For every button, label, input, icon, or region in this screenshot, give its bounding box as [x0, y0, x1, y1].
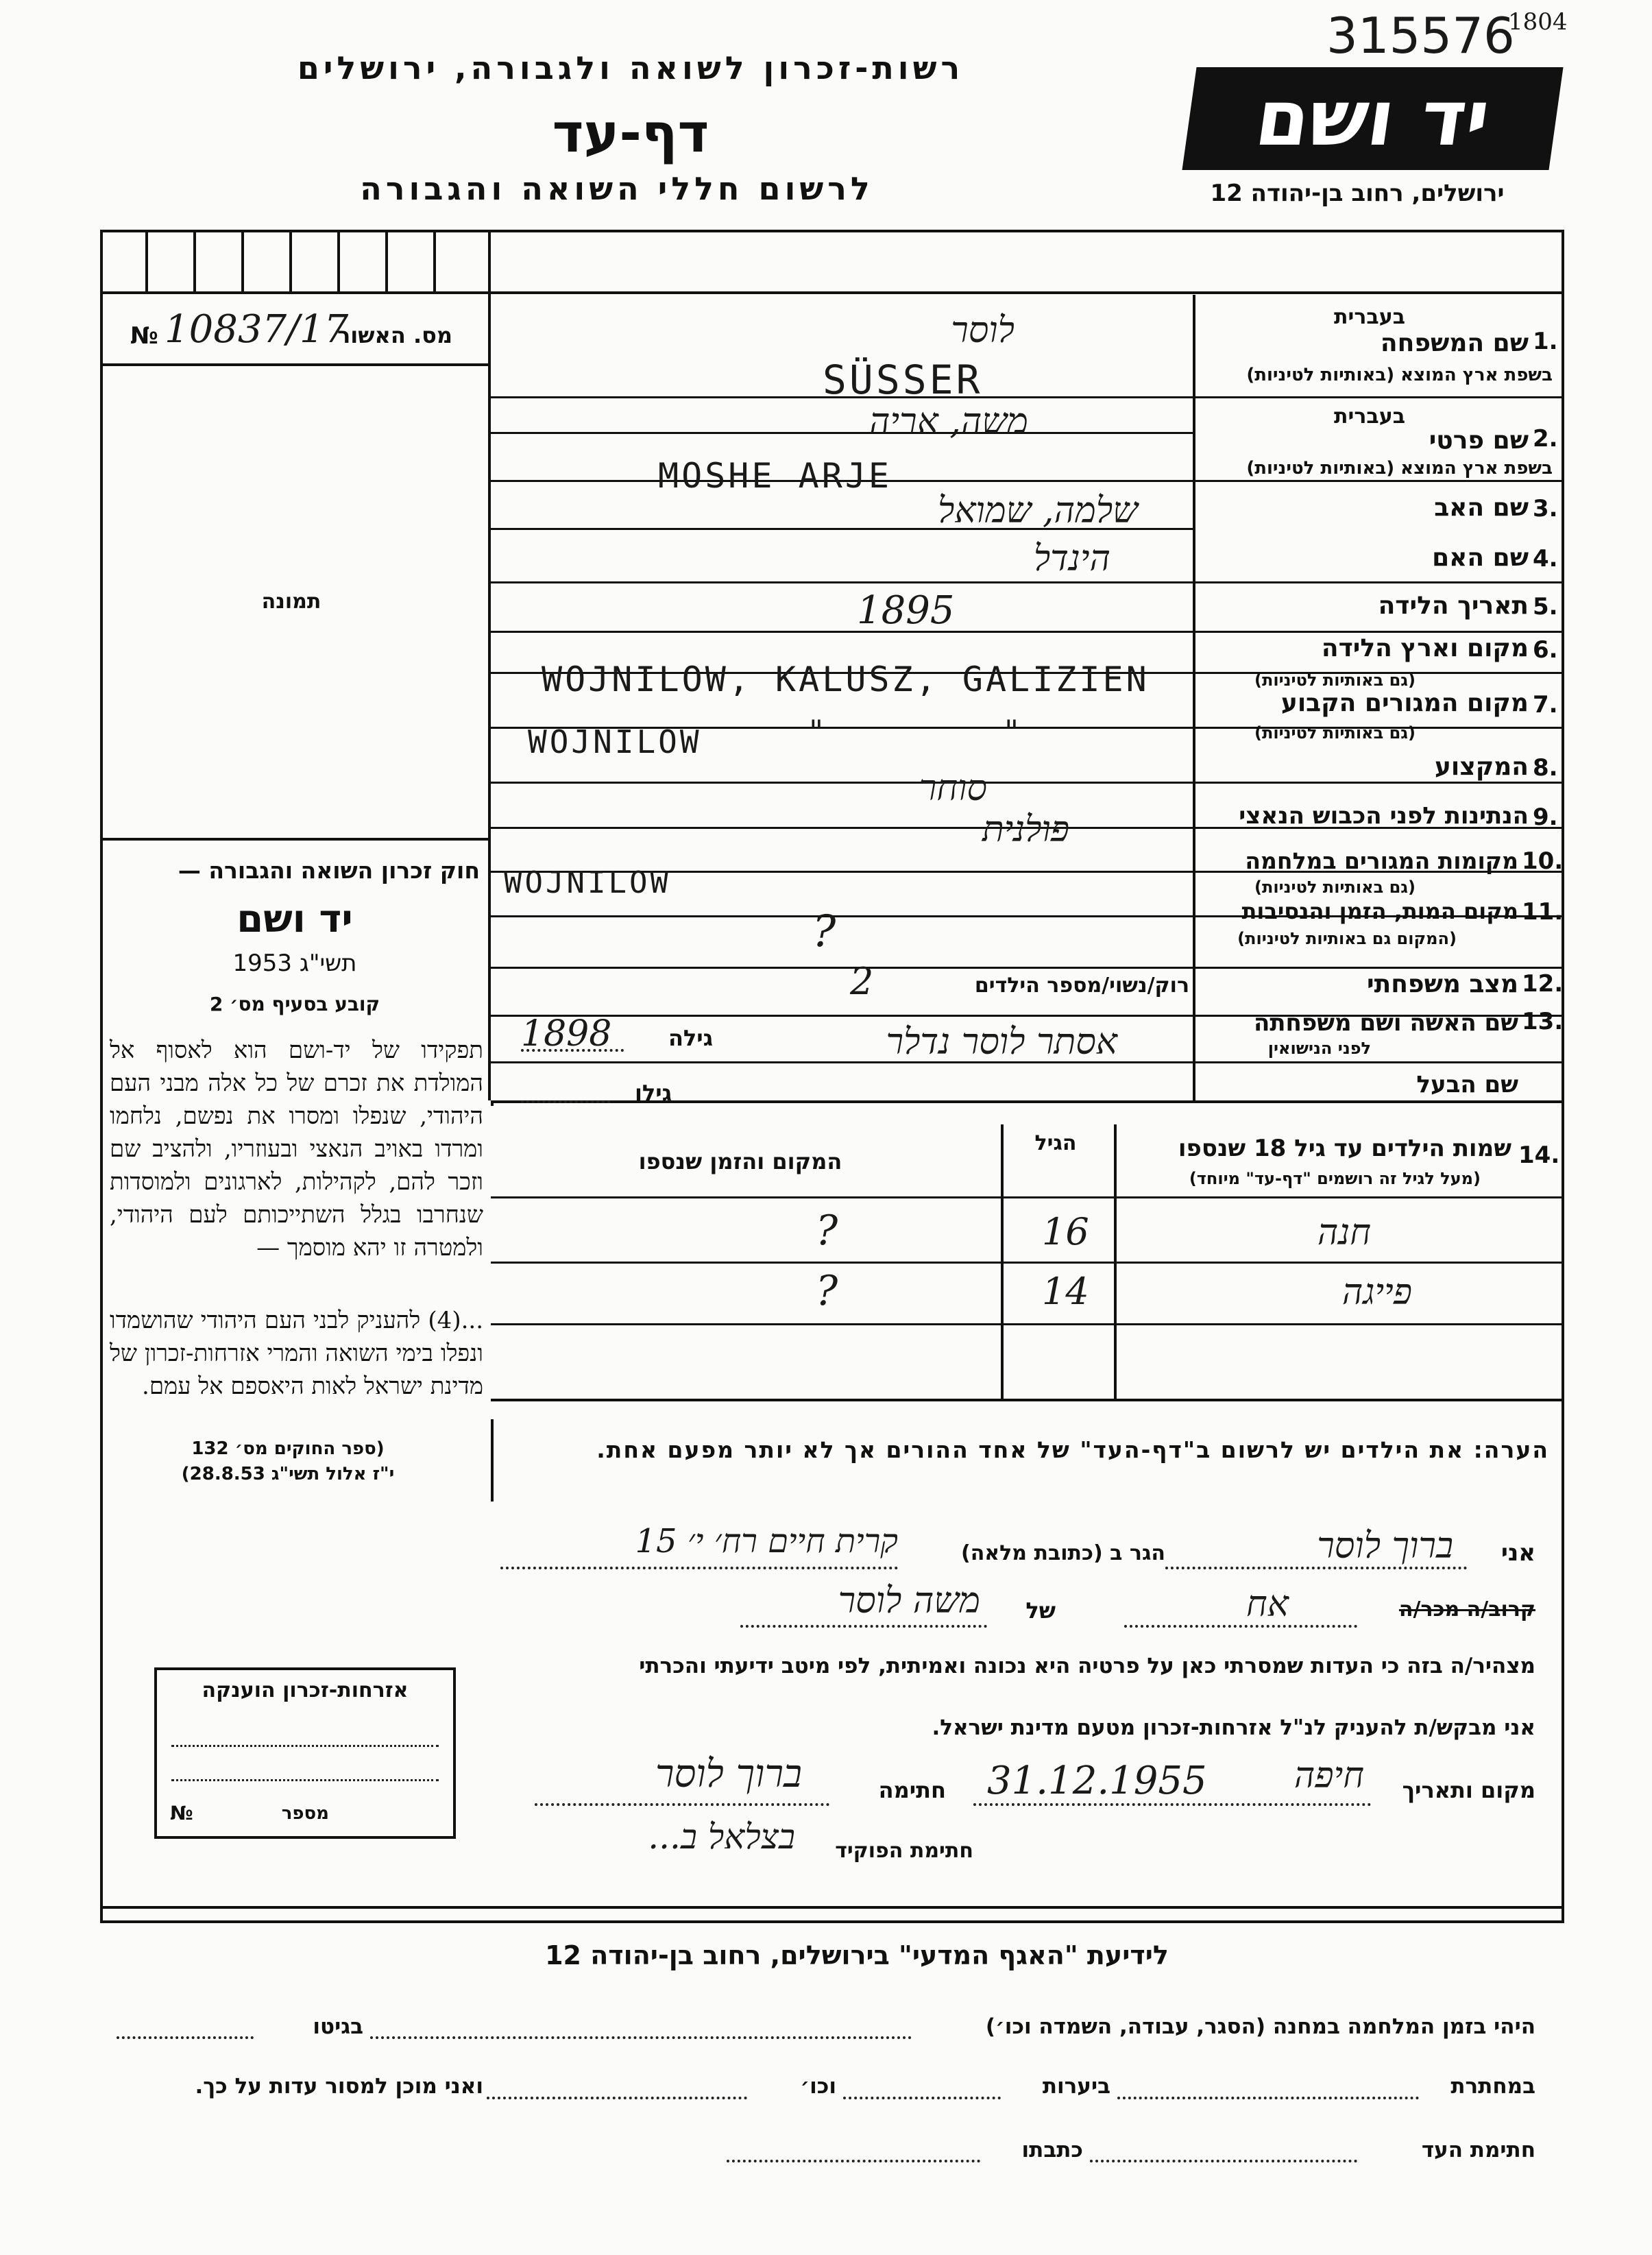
children-header: שמות הילדים עד גיל 18 שנספו: [1178, 1135, 1511, 1162]
field-10-sublabel: (גם באותיות לטיניות): [1254, 878, 1416, 897]
law-paragraph-2: ...(4) להעניק לבני העם היהודי שהושמדו ונפלו בימי השואה והמרי אזרחות-זכרון של מדינת ישראל לאות היאספם אל עמם.: [110, 1307, 483, 1400]
law-source-date: י"ז אלול תשי"ג 28.8.53): [181, 1464, 395, 1484]
law-clause: קובע בסעיף מס׳ 2: [209, 993, 380, 1015]
field-2-number: 2.: [1533, 425, 1558, 453]
wartime-residence: WOJNILOW: [504, 865, 671, 900]
age-column-header: הגיל: [1034, 1131, 1077, 1155]
decl-resides-label: הגר ב (כתובת מלאה): [960, 1541, 1165, 1565]
bottom-title: לידיעת "האגף המדעי" בירושלים, רחוב בן-יהודה 12: [545, 1940, 1169, 1970]
ditto-mark-2: ": [1004, 713, 1019, 750]
decl-line-3: מצהיר/ה בזה כי העדות שמסרתי כאן על פרטיה היא נכונה ואמיתית, לפי מיטב ידיעתי והכרתי: [639, 1654, 1535, 1678]
field-6-number: 6.: [1533, 636, 1558, 664]
husband-age-label: גילו: [634, 1080, 672, 1106]
death-place: ?: [812, 906, 836, 957]
place-date-label: מקום ותאריך: [1402, 1777, 1535, 1803]
yad-vashem-logo: יד ושם: [1182, 67, 1563, 170]
form-subtitle: לרשום חללי השואה והגבורה: [360, 170, 874, 207]
clerk-signature: בצלאל ב...: [648, 1817, 795, 1857]
law-source: (ספר החוקים מס׳ 132: [191, 1438, 385, 1459]
bottom-line-3b: כתבתו: [1021, 2138, 1083, 2162]
field-5-number: 5.: [1533, 593, 1558, 620]
receipt-number: 10837/17: [165, 307, 349, 352]
field-11-sublabel: (המקום גם באותיות לטיניות): [1237, 929, 1457, 948]
child-2-age: 14: [1042, 1270, 1089, 1313]
field-7-number: 7.: [1533, 691, 1558, 719]
birth-place: WOJNILOW, KALUSZ, GALIZIEN: [542, 660, 1150, 699]
field-1-label: שם המשפחה: [1380, 329, 1529, 357]
field-11-label: מקום המות, הזמן והנסיבות: [1241, 898, 1518, 924]
surname-latin: SÜSSER: [823, 357, 983, 403]
field-2-sublabel: בשפת ארץ המוצא (באותיות לטיניות): [1246, 458, 1553, 479]
field-6-sublabel: (גם באותיות לטיניות): [1254, 671, 1416, 690]
field-8-label: המקצוע: [1434, 753, 1529, 781]
field-3-number: 3.: [1533, 495, 1558, 522]
wife-age: 1898: [521, 1013, 612, 1054]
photo-label: תמונה: [261, 590, 321, 614]
field-2-hebrew-label: בעברית: [1334, 405, 1405, 429]
decl-relation-label: קרוב/ה מכר/ה: [1398, 1597, 1535, 1621]
witness-name: ברוך לוסר: [1317, 1526, 1453, 1567]
law-title: חוק זכרון השואה והגבורה —: [178, 857, 480, 884]
field-10-label: מקומות המגורים במלחמה: [1245, 847, 1518, 874]
field-13-number: 13.: [1522, 1008, 1564, 1035]
declaration-date: 31.12.1955: [987, 1759, 1207, 1803]
address: ירושלים, רחוב בן-יהודה 12: [1210, 180, 1505, 207]
mother-name: הינדל: [1033, 538, 1110, 579]
children-header-sub: (מעל לגיל זה רושמים "דף-עד" מיוחד): [1189, 1169, 1481, 1188]
archive-suffix: 1804: [1508, 8, 1568, 36]
signature-label: חתימה: [878, 1777, 946, 1803]
surname-hebrew: לוסר: [951, 310, 1015, 351]
field-9-number: 9.: [1533, 804, 1558, 831]
field-10-number: 10.: [1522, 847, 1564, 875]
field-7-sublabel: (גם באותיות לטיניות): [1254, 723, 1416, 743]
field-12-label: מצב משפחתי: [1367, 970, 1518, 998]
birth-date: 1895: [857, 588, 955, 633]
stamp-number-symbol: №: [170, 1802, 193, 1824]
bottom-line-2a: במחתרת: [1450, 2074, 1535, 2099]
first-name-hebrew: משה, אריה: [868, 401, 1028, 442]
relation-of: משה לוסר: [838, 1580, 980, 1621]
bottom-line-2c: וכו׳: [800, 2074, 836, 2099]
field-8-number: 8.: [1533, 754, 1558, 782]
field-5-label: תאריך הלידה: [1378, 592, 1529, 620]
decl-i-label: אני: [1501, 1539, 1535, 1567]
ditto-mark-1: ": [809, 713, 824, 750]
witness-signature: ברוך לוסר: [655, 1752, 802, 1796]
field-7-label: מקום המגורים הקבוע: [1280, 689, 1529, 717]
child-1-place: ?: [816, 1207, 838, 1255]
law-paragraph-1: תפקידו של יד-ושם הוא לאסוף אל המולדת את זכרם של כל אלה מבני העם היהודי, שנפלו ומסרו את נפשם, נלחמו ומרדו באויב הנאצי ובעוזריו, ולהציב שם וזכר להם, לקהילות, לארגונים ולמוסדות שנחרבו בגלל השתייכותם לעם היהודי, ולמטרה זו יהא מוסמך —: [110, 1037, 483, 1262]
number-of-children: 2: [850, 960, 874, 1003]
decl-line-4: אני מבקש/ת להעניק לנ"ל אזרחות-זכרון מטעם מדינת ישראל.: [932, 1715, 1535, 1740]
relation: אח: [1246, 1584, 1289, 1625]
bottom-line-2d: ואני מוכן למסור עדות על כך.: [195, 2074, 483, 2099]
place-column-header: המקום והזמן שנספו: [638, 1148, 842, 1174]
field-12-number: 12.: [1522, 970, 1564, 998]
institution-name: רשות-זכרון לשואה ולגבורה, ירושלים: [297, 49, 964, 86]
field-4-number: 4.: [1533, 545, 1558, 572]
field-6-label: מקום וארץ הלידה: [1321, 634, 1529, 662]
law-year: תשי"ג 1953: [232, 950, 357, 977]
field-9-label: הנתינות לפני הכבוש הנאצי: [1239, 802, 1529, 830]
child-2-place: ?: [816, 1267, 838, 1315]
bottom-line-1b: בגיטו: [313, 2014, 363, 2039]
field-13-label: שם האשה ושם משפחתה: [1253, 1009, 1518, 1037]
witness-address: קרית חיים רח׳ י׳ 15: [635, 1522, 898, 1560]
child-2-name: פייגה: [1341, 1272, 1412, 1313]
field-1-number: 1.: [1533, 328, 1558, 355]
field-2-label: שם פרטי: [1429, 426, 1529, 455]
husband-label: שם הבעל: [1416, 1071, 1518, 1098]
wife-name: אסתר לוסר נדלר: [886, 1022, 1117, 1063]
marital-status-inline-label: רוק/נשוי/מספר הילדים: [974, 974, 1189, 998]
stamp-number-label: מספר: [281, 1803, 329, 1824]
citizenship: פולנית: [982, 809, 1069, 850]
field-11-number: 11.: [1522, 898, 1564, 926]
first-name-latin: MOSHE ARJE: [658, 456, 892, 496]
permanent-residence: WOJNILOW: [528, 723, 702, 760]
field-4-label: שם האם: [1432, 544, 1529, 572]
child-1-name: חנה: [1317, 1212, 1371, 1253]
wife-age-label: גילה: [668, 1025, 713, 1051]
law-name: יד ושם: [236, 897, 353, 941]
decl-of-label: של: [1025, 1597, 1056, 1624]
field-13-sublabel: לפני הנישואין: [1267, 1039, 1371, 1058]
receipt-label: מס. האשור: [337, 322, 452, 348]
field-14-number: 14.: [1518, 1142, 1560, 1169]
note: הערה: את הילדים יש לרשום ב"דף-העד" של אחד ההורים אך לא יותר מפעם אחת.: [596, 1436, 1549, 1463]
field-1-hebrew-label: בעברית: [1334, 305, 1405, 329]
child-1-age: 16: [1042, 1210, 1089, 1253]
bottom-line-1a: היהי בזמן המלחמה במחנה (הסגר, עבודה, השמדה וכו׳): [985, 2014, 1535, 2039]
archive-number: 315576: [1326, 7, 1515, 64]
stamp-title: אזרחות-זכרון הוענקה: [202, 1678, 409, 1702]
father-name: שלמה, שמואל: [938, 490, 1138, 531]
field-3-label: שם האב: [1434, 494, 1529, 522]
field-1-sublabel: בשפת ארץ המוצא (באותיות לטיניות): [1246, 365, 1553, 385]
bottom-line-2b: ביערות: [1042, 2074, 1110, 2099]
form-title: דף-עד: [552, 103, 709, 165]
receipt-no-symbol: №: [130, 322, 158, 350]
declaration-place: חיפה: [1293, 1755, 1364, 1796]
bottom-line-3a: חתימת העד: [1421, 2138, 1535, 2162]
clerk-signature-label: חתימת הפוקיד: [835, 1839, 973, 1863]
profession: סוחר: [919, 768, 987, 809]
